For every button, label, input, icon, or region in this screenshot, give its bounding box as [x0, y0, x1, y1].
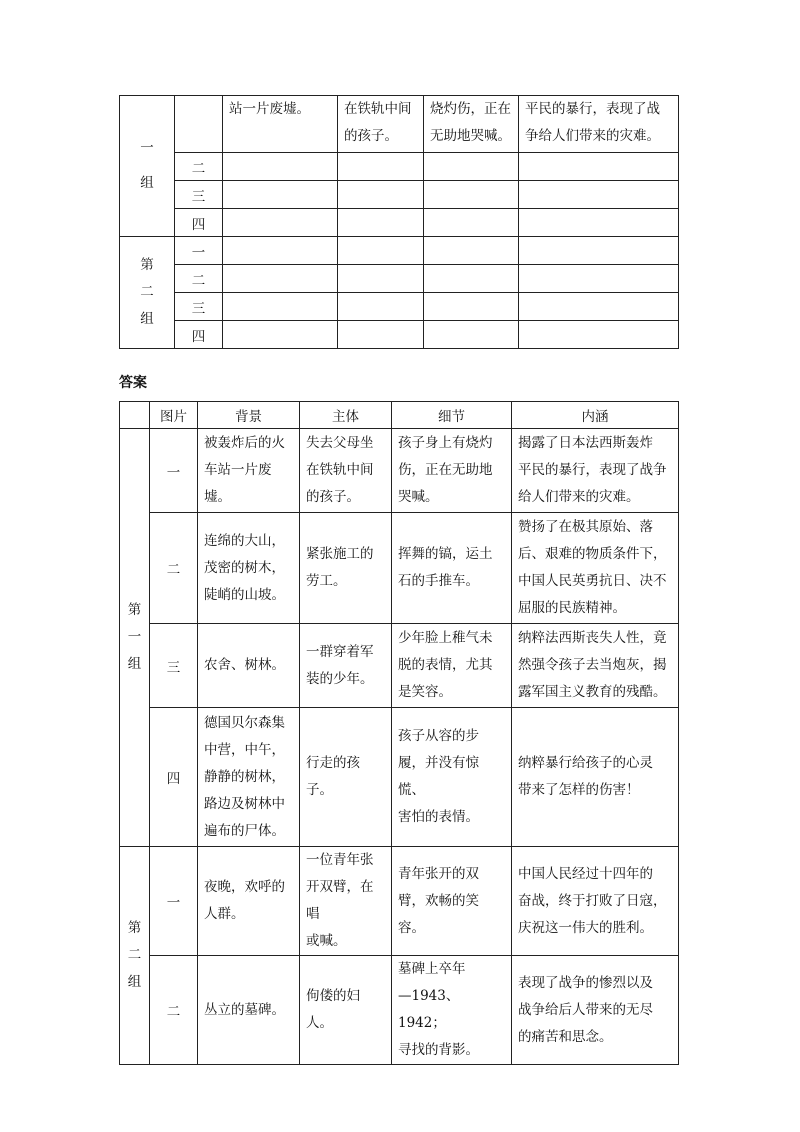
detail-cell: 墓碑上卒年 —1943、1942； 寻找的背影。: [392, 956, 512, 1065]
detail-cell: 孩子身上有烧灼 伤，正在无助地 哭喊。: [392, 429, 512, 513]
group-1-label: 第 一 组: [120, 429, 150, 847]
meaning-cell: 中国人民经过十四年的 奋战，终于打败了日寇， 庆祝这一伟大的胜利。: [512, 847, 679, 956]
detail-cell: 青年张开的双 臂，欢畅的笑容。: [392, 847, 512, 956]
group-1-label: 一 组: [120, 96, 175, 237]
picture-cell: 一: [150, 429, 198, 513]
header-cell: 内涵: [512, 402, 679, 429]
subject-cell: 紧张施工的 劳工。: [300, 513, 392, 624]
subject-cell: 在铁轨中间 的孩子。: [338, 96, 424, 153]
picture-cell: 二: [150, 513, 198, 624]
picture-cell: 二: [175, 153, 223, 181]
picture-cell: 四: [175, 321, 223, 349]
picture-cell: 三: [175, 181, 223, 209]
meaning-cell: 平民的暴行，表现了战 争给人们带来的灾难。: [519, 96, 679, 153]
picture-cell: 二: [175, 265, 223, 293]
subject-cell: 行走的孩子。: [300, 708, 392, 847]
detail-cell: 孩子从容的步 履，并没有惊慌、 害怕的表情。: [392, 708, 512, 847]
table-row: [120, 956, 679, 1065]
subject-cell: 一群穿着军 装的少年。: [300, 624, 392, 708]
background-cell: 农舍、树林。: [198, 624, 300, 708]
table-row: [120, 429, 679, 513]
table-row: [120, 708, 679, 847]
detail-cell: 挥舞的镐，运土 石的手推车。: [392, 513, 512, 624]
subject-cell: 一位青年张 开双臂，在唱 或喊。: [300, 847, 392, 956]
picture-cell: 一: [150, 847, 198, 956]
group-2-label: 第 二 组: [120, 237, 175, 349]
header-cell: 主体: [300, 402, 392, 429]
detail-cell: 少年脸上稚气未 脱的表情，尤其 是笑容。: [392, 624, 512, 708]
answer-heading: 答案: [119, 375, 147, 391]
background-cell: 被轰炸后的火 车站一片废墟。: [198, 429, 300, 513]
header-cell: 背景: [198, 402, 300, 429]
background-cell: 站一片废墟。: [223, 96, 338, 153]
subject-cell: 佝偻的妇人。: [300, 956, 392, 1065]
worksheet-table: [119, 95, 679, 349]
subject-cell: 失去父母坐 在铁轨中间 的孩子。: [300, 429, 392, 513]
picture-cell: 一: [175, 237, 223, 265]
picture-cell: 二: [150, 956, 198, 1065]
meaning-cell: 赞扬了在极其原始、落 后、艰难的物质条件下， 中国人民英勇抗日、决不 屈服的民族精神。: [512, 513, 679, 624]
meaning-cell: 表现了战争的惨烈以及 战争给后人带来的无尽 的痛苦和思念。: [512, 956, 679, 1065]
table-row: [120, 624, 679, 708]
header-cell: 细节: [392, 402, 512, 429]
picture-cell: 四: [150, 708, 198, 847]
background-cell: 德国贝尔森集 中营，中午， 静静的树林， 路边及树林中 遍布的尸体。: [198, 708, 300, 847]
table-row: [120, 847, 679, 956]
background-cell: 丛立的墓碑。: [198, 956, 300, 1065]
background-cell: 连绵的大山， 茂密的树木， 陡峭的山坡。: [198, 513, 300, 624]
picture-cell: 三: [150, 624, 198, 708]
meaning-cell: 纳粹暴行给孩子的心灵 带来了怎样的伤害！: [512, 708, 679, 847]
picture-cell: 四: [175, 209, 223, 237]
meaning-cell: 揭露了日本法西斯轰炸 平民的暴行，表现了战争 给人们带来的灾难。: [512, 429, 679, 513]
header-cell: 图片: [150, 402, 198, 429]
detail-cell: 烧灼伤，正在 无助地哭喊。: [424, 96, 519, 153]
meaning-cell: 纳粹法西斯丧失人性，竟 然强令孩子去当炮灰，揭 露军国主义教育的残酷。: [512, 624, 679, 708]
table-row: [120, 513, 679, 624]
header-row: [120, 402, 679, 429]
answer-table: [119, 401, 679, 1065]
picture-cell: 三: [175, 293, 223, 321]
background-cell: 夜晚，欢呼的 人群。: [198, 847, 300, 956]
picture-cell: [175, 96, 223, 153]
group-2-label: 第 二 组: [120, 847, 150, 1065]
